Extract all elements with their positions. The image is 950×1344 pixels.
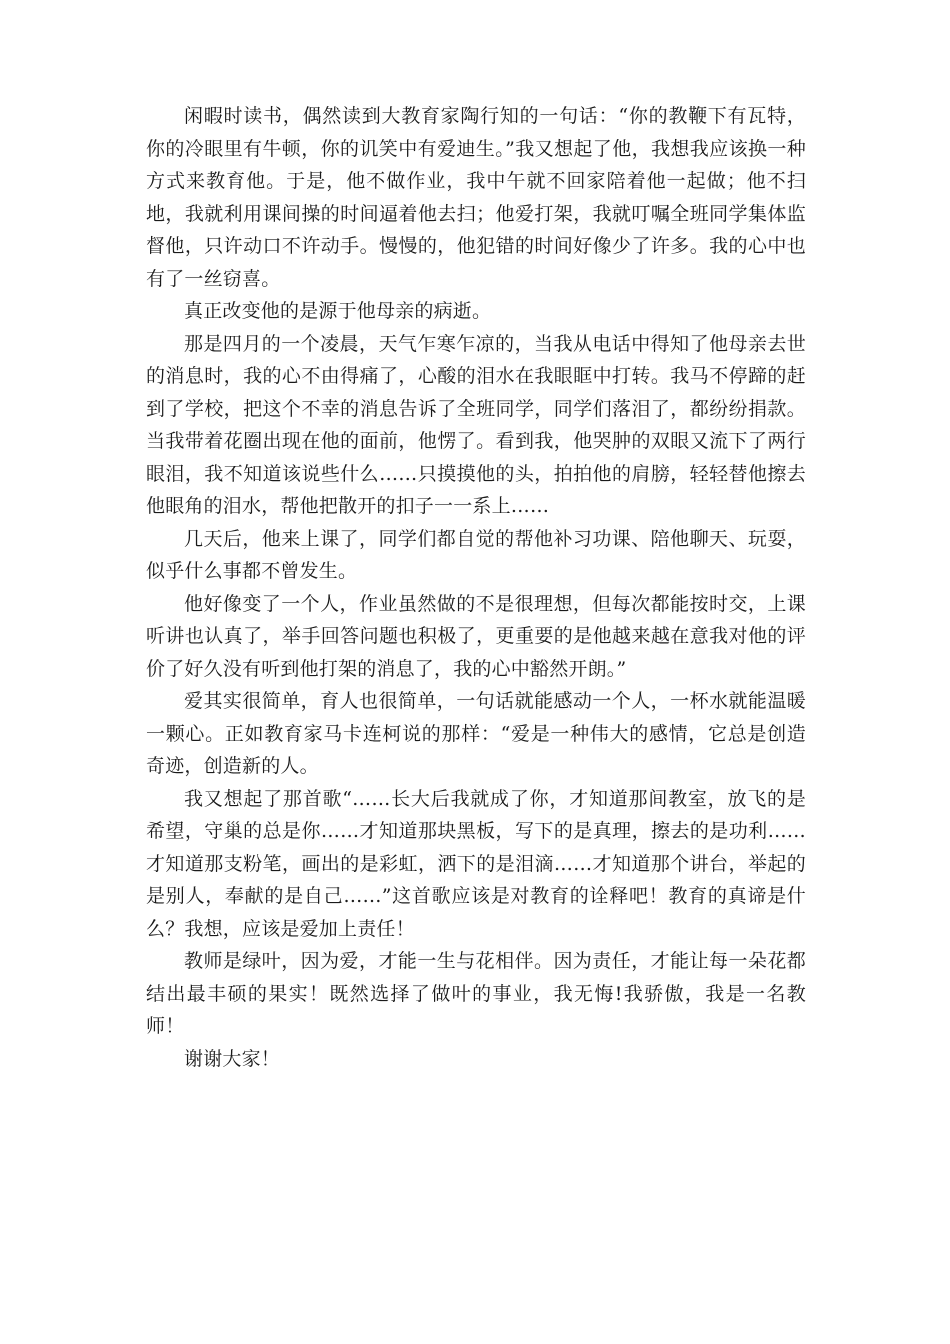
paragraph: 爱其实很简单，育人也很简单，一句话就能感动一个人，一杯水就能温暖一颗心。正如教育家马卡连柯说的那样：“爱是一种伟大的感情，它总是创造奇迹，创造新的人。 [146,690,806,777]
paragraph: 我又想起了那首歌“……长大后我就成了你，才知道那间教室，放飞的是希望，守巢的总是你……才知道那块黑板，写下的是真理，擦去的是功利……才知道那支粉笔，画出的是彩虹，洒下的是泪滴……才知道那个讲台，举起的是别人，奉献的是自己……”这首歌应该是对教育的诠释吧！教育的真谛是什么？我想，应该是爱加上责任！ [146,787,806,940]
document-body [146,100,806,1075]
paragraph: 几天后，他来上课了，同学们都自觉的帮他补习功课、陪他聊天、玩耍，似乎什么事都不曾发生。 [146,527,806,582]
paragraph: 他好像变了一个人，作业虽然做的不是很理想，但每次都能按时交，上课听讲也认真了，举手回答问题也积极了，更重要的是他越来越在意我对他的评价了好久没有听到他打架的消息了，我的心中豁然开朗。” [146,592,806,680]
paragraph: 闲暇时读书，偶然读到大教育家陶行知的一句话：“你的教鞭下有瓦特，你的冷眼里有牛顿，你的讥笑中有爱迪生。”我又想起了他，我想我应该换一种方式来教育他。于是，他不做作业，我中午就不回家陪着他一起做；他不扫地，我就利用课间操的时间逼着他去扫；他爱打架，我就叮嘱全班同学集体监督他，只许动口不许动手。慢慢的，他犯错的时间好像少了许多。我的心中也有了一丝窃喜。 [146,105,806,290]
paragraph: 那是四月的一个凌晨，天气乍寒乍凉的，当我从电话中得知了他母亲去世的消息时，我的心不由得痛了，心酸的泪水在我眼眶中打转。我马不停蹄的赶到了学校，把这个不幸的消息告诉了全班同学，同学们落泪了，都纷纷捐款。当我带着花圈出现在他的面前，他愣了。看到我，他哭肿的双眼又流下了两行眼泪，我不知道该说些什么……只摸摸他的头，拍拍他的肩膀，轻轻替他擦去他眼角的泪水，帮他把散开的扣子一一系上…… [146,332,806,517]
paragraph: 教师是绿叶，因为爱，才能一生与花相伴。因为责任，才能让每一朵花都结出最丰硕的果实！既然选择了做叶的事业，我无悔!我骄傲，我是一名教师！ [146,950,806,1037]
paragraph: 真正改变他的是源于他母亲的病逝。 [184,300,492,322]
paragraph: 谢谢大家！ [184,1047,281,1070]
